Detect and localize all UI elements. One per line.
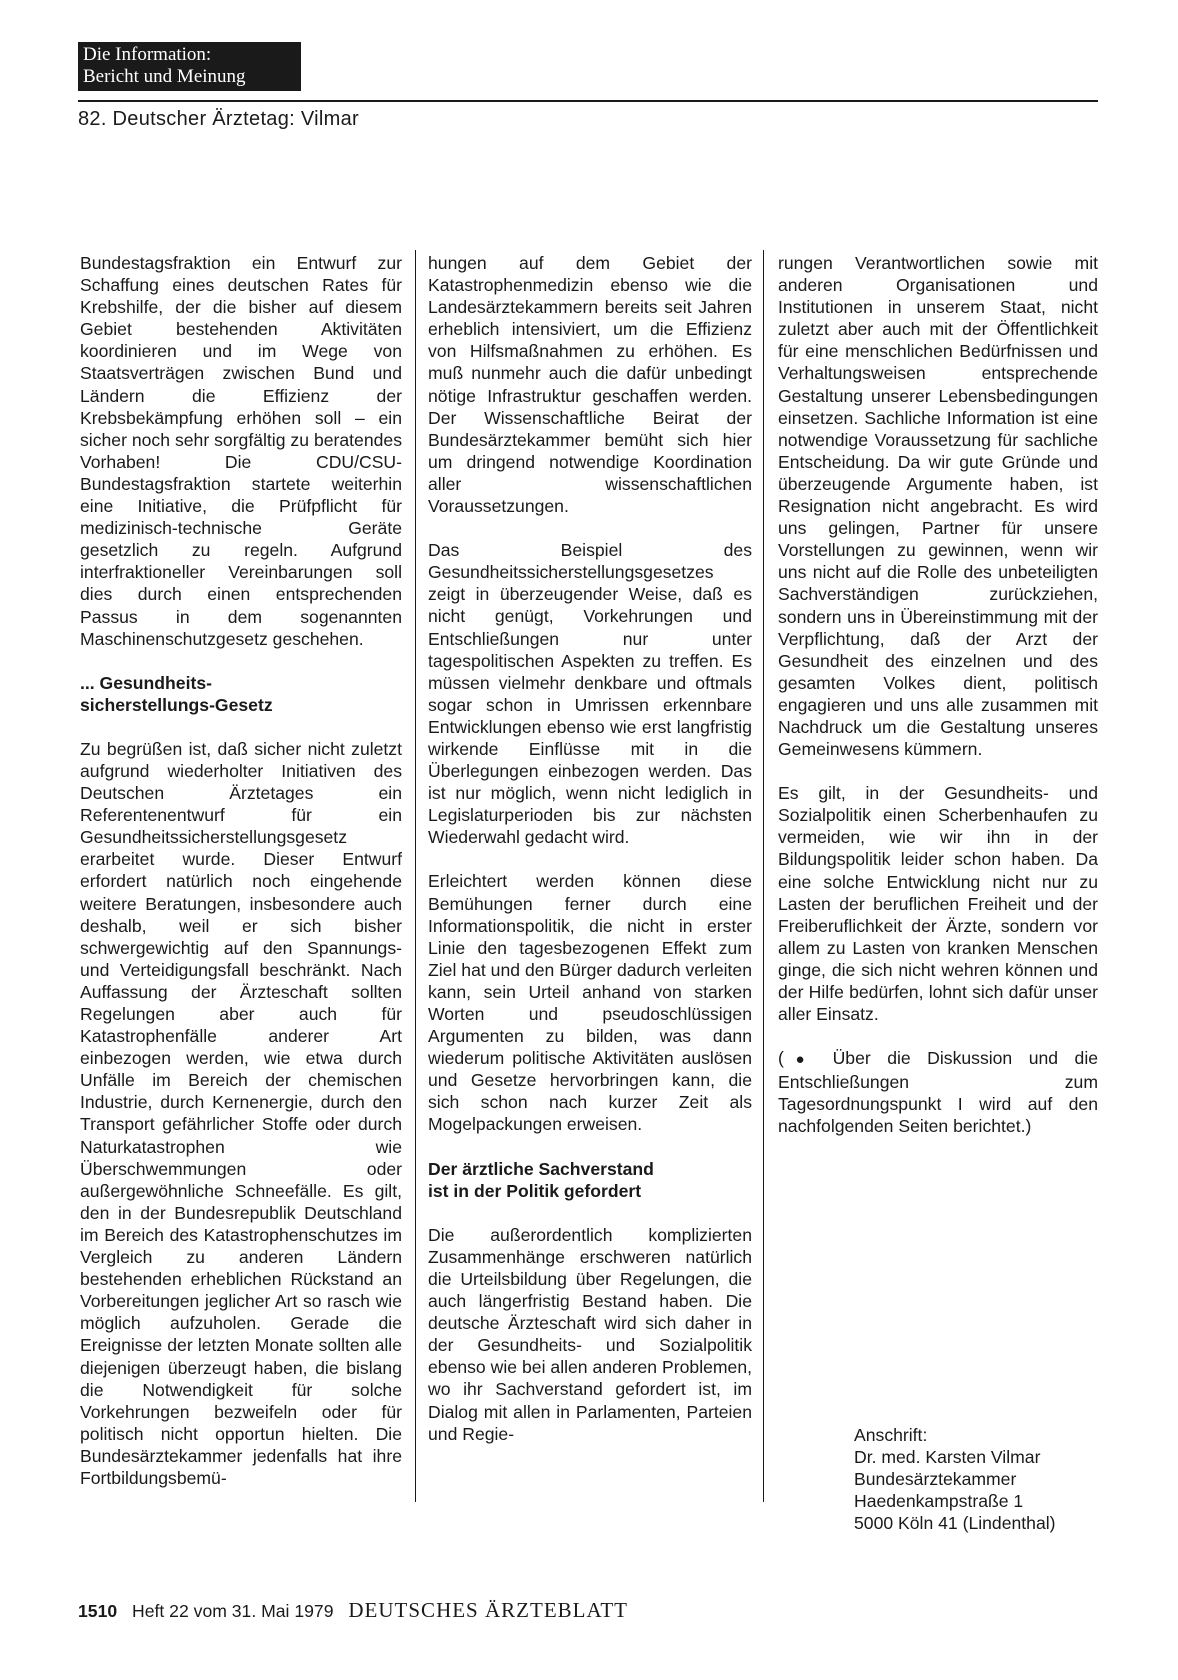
page-number: 1510 <box>78 1601 118 1621</box>
column-divider <box>415 250 416 1502</box>
subheading <box>428 1158 752 1202</box>
page-footer <box>78 1598 628 1623</box>
header-rule <box>78 100 1098 102</box>
bullet-icon: ● <box>783 1051 817 1069</box>
article-column-2 <box>428 252 752 1467</box>
address-label: Anschrift: <box>854 1425 928 1445</box>
issue-info: Heft 22 vom 31. Mai 1979 <box>132 1601 334 1621</box>
section-header-box <box>78 42 301 91</box>
paragraph: Die außerordentlich komplizierten Zusammenhänge erschweren natürlich die Urteilsbildung über Regelungen, die auch längerfristig Bestand haben. Die deutsche Ärzteschaft wird sich daher in der Gesundheits- und Sozialpolitik ebenso wie bei allen anderen Problemen, wo ihr Sachverstand gefordert ist, im Dialog mit allen in Parlamenten, Parteien und Regie- <box>428 1224 752 1444</box>
column-divider <box>763 250 764 1502</box>
paragraph: rungen Verantwortlichen sowie mit anderen Organisationen und Institutionen in unserem Staat, nicht zuletzt aber auch mit der Öffentlichkeit für eine menschlichen Bedürfnissen und Verhaltungsweisen entsprechende Gestaltung unserer Lebensbedingungen einsetzen. Sachliche Information ist eine notwendige Voraussetzung für sachliche Entscheidung. Da wir gute Gründe und überzeugende Argumente haben, ist Resignation nicht angebracht. Es wird uns gelingen, Partner für unsere Vorstellungen zu gewinnen, wenn wir uns nicht auf die Rolle des unbeteiligten Sachverständigen zurückziehen, sondern uns in Übereinstimmung mit der Verpflichtung, daß der Arzt der Gesundheit des einzelnen und des gesamten Volkes dient, politisch engagieren und uns alle zusammen mit Nachdruck um die Gestaltung unseres Gemeinwesens kümmern. <box>778 253 1098 760</box>
address-name: Dr. med. Karsten Vilmar <box>854 1447 1041 1468</box>
address-street: Haedenkampstraße 1 <box>854 1491 1024 1512</box>
note-text: Über die Diskussion und die Entschließungen zum Tagesordnungspunkt I wird auf den nachfolgenden Seiten berichtet.) <box>778 1048 1099 1137</box>
subheading-line: ... Gesundheits- <box>80 672 212 693</box>
paragraph: Es gilt, in der Gesundheits- und Sozialpolitik einen Scherbenhaufen zu vermeiden, wie wir ihn in der Bildungspolitik leider schon haben. Da eine solche Entwicklung nicht nur zu Lasten der beruflichen Freiheit und der Freiberuflichkeit der Ärzte, sondern vor allem zu Lasten von kranken Menschen ginge, die sich nicht wehren können und der Hilfe bedürfen, lohnt sich dafür unser aller Einsatz. <box>778 783 1098 1025</box>
subheading-line: ist in der Politik gefordert <box>428 1180 642 1201</box>
address-org: Bundesärztekammer <box>854 1469 1017 1490</box>
magazine-name: DEUTSCHES ÄRZTEBLATT <box>348 1598 628 1622</box>
header-label-line1: Die Information: <box>83 44 212 65</box>
paragraph: Zu begrüßen ist, daß sicher nicht zuletzt aufgrund wiederholter Initiativen des Deutschen Ärztetages ein Referentenentwurf für ein Gesundheitssicherstellungsgesetz erarbeitet wurde. Dieser Entwurf erfordert natürlich noch eingehende weitere Beratungen, insbesondere auch deshalb, weil er sich bisher schwergewichtig auf den Spannungs- und Verteidigungsfall beschränkt. Nach Auffassung der Ärzteschaft sollten Regelungen aber auch für Katastrophenfälle anderer Art einbezogen werden, wie etwa durch Unfälle im Bereich der chemischen Industrie, durch Kernenergie, durch den Transport gefährlicher Stoffe oder durch Naturkatastrophen wie Überschwemmungen oder außergewöhnliche Schneefälle. Es gilt, den in der Bundesrepublik Deutschland im Bereich des Katastrophenschutzes im Vergleich zu anderen Ländern bestehenden erheblichen Rückstand an Vorbereitungen jeglicher Art so rasch wie möglich aufzuholen. Gerade die Ereignisse der letzten Monate sollten alle diejenigen überzeugt haben, die bislang die Notwendigkeit für solche Vorkehrungen bezweifeln oder für politisch nicht opportun hielten. Die Bundesärztekammer jedenfalls hat ihre Fortbildungsbemü- <box>80 738 402 1488</box>
author-address <box>854 1424 1056 1534</box>
page-title: 82. Deutscher Ärztetag: Vilmar <box>78 108 359 130</box>
article-column-1 <box>80 252 402 1511</box>
subheading <box>80 672 402 716</box>
paragraph: Erleichtert werden können diese Bemühungen ferner durch eine Informationspolitik, die nicht in erster Linie den tagesbezogenen Effekt zum Ziel hat und den Bürger dadurch verleiten kann, sein Urteil anhand von starken Worten und pseudoschlüssigen Argumenten zu bilden, was dann wiederum politische Aktivitäten auslösen und Gesetze hervorbringen kann, die sich schon nach kurzer Zeit als Mogelpackungen erweisen. <box>428 871 752 1135</box>
address-city: 5000 Köln 41 (Lindenthal) <box>854 1513 1056 1534</box>
paragraph: Das Beispiel des Gesundheitssicherstellungsgesetzes zeigt in überzeugender Weise, daß es nicht genügt, Vorkehrungen und Entschließungen nur unter tagespolitischen Aspekten zu treffen. Es müssen vielmehr denkbare und oftmals sogar schon in Umrissen erkennbare Entwicklungen ebenso wie erst langfristig wirkende Einflüsse mit in die Überlegungen einbezogen werden. Das ist nur möglich, wenn nicht lediglich in Legislaturperioden bis zur nächsten Wiederwahl gedacht wird. <box>428 540 752 848</box>
subheading-line: sicherstellungs-Gesetz <box>80 694 273 715</box>
header-label-line2: Bericht und Meinung <box>83 66 246 87</box>
article-column-3 <box>778 252 1098 1160</box>
editorial-note <box>778 1047 1098 1137</box>
paragraph: hungen auf dem Gebiet der Katastrophenmedizin ebenso wie die Landesärztekammern bereits seit Jahren erheblich intensiviert, um die Effizienz von Hilfsmaßnahmen zu erhöhen. Es muß nunmehr auch die dafür unbedingt nötige Infrastruktur geschaffen werden. Der Wissenschaftliche Beirat der Bundesärztekammer bemüht sich hier um dringend notwendige Koordination aller wissenschaftlichen Voraussetzungen. <box>428 253 752 517</box>
note-open-paren: ( <box>778 1048 784 1069</box>
subheading-line: Der ärztliche Sachverstand <box>428 1158 654 1179</box>
paragraph: Bundestagsfraktion ein Entwurf zur Schaffung eines deutschen Rates für Krebshilfe, der die bisher auf diesem Gebiet bestehenden Aktivitäten koordinieren und im Wege von Staatsverträgen zwischen Bund und Ländern die Effizienz der Krebsbekämpfung erhöhen soll – ein sicher noch sehr sorgfältig zu beratendes Vorhaben! Die CDU/CSU-Bundestagsfraktion startete weiterhin eine Initiative, die Prüfpflicht für medizinisch-technische Geräte gesetzlich zu regeln. Aufgrund interfraktioneller Vereinbarungen soll dies durch einen entsprechenden Passus in dem sogenannten Maschinenschutzgesetz geschehen. <box>80 253 402 649</box>
